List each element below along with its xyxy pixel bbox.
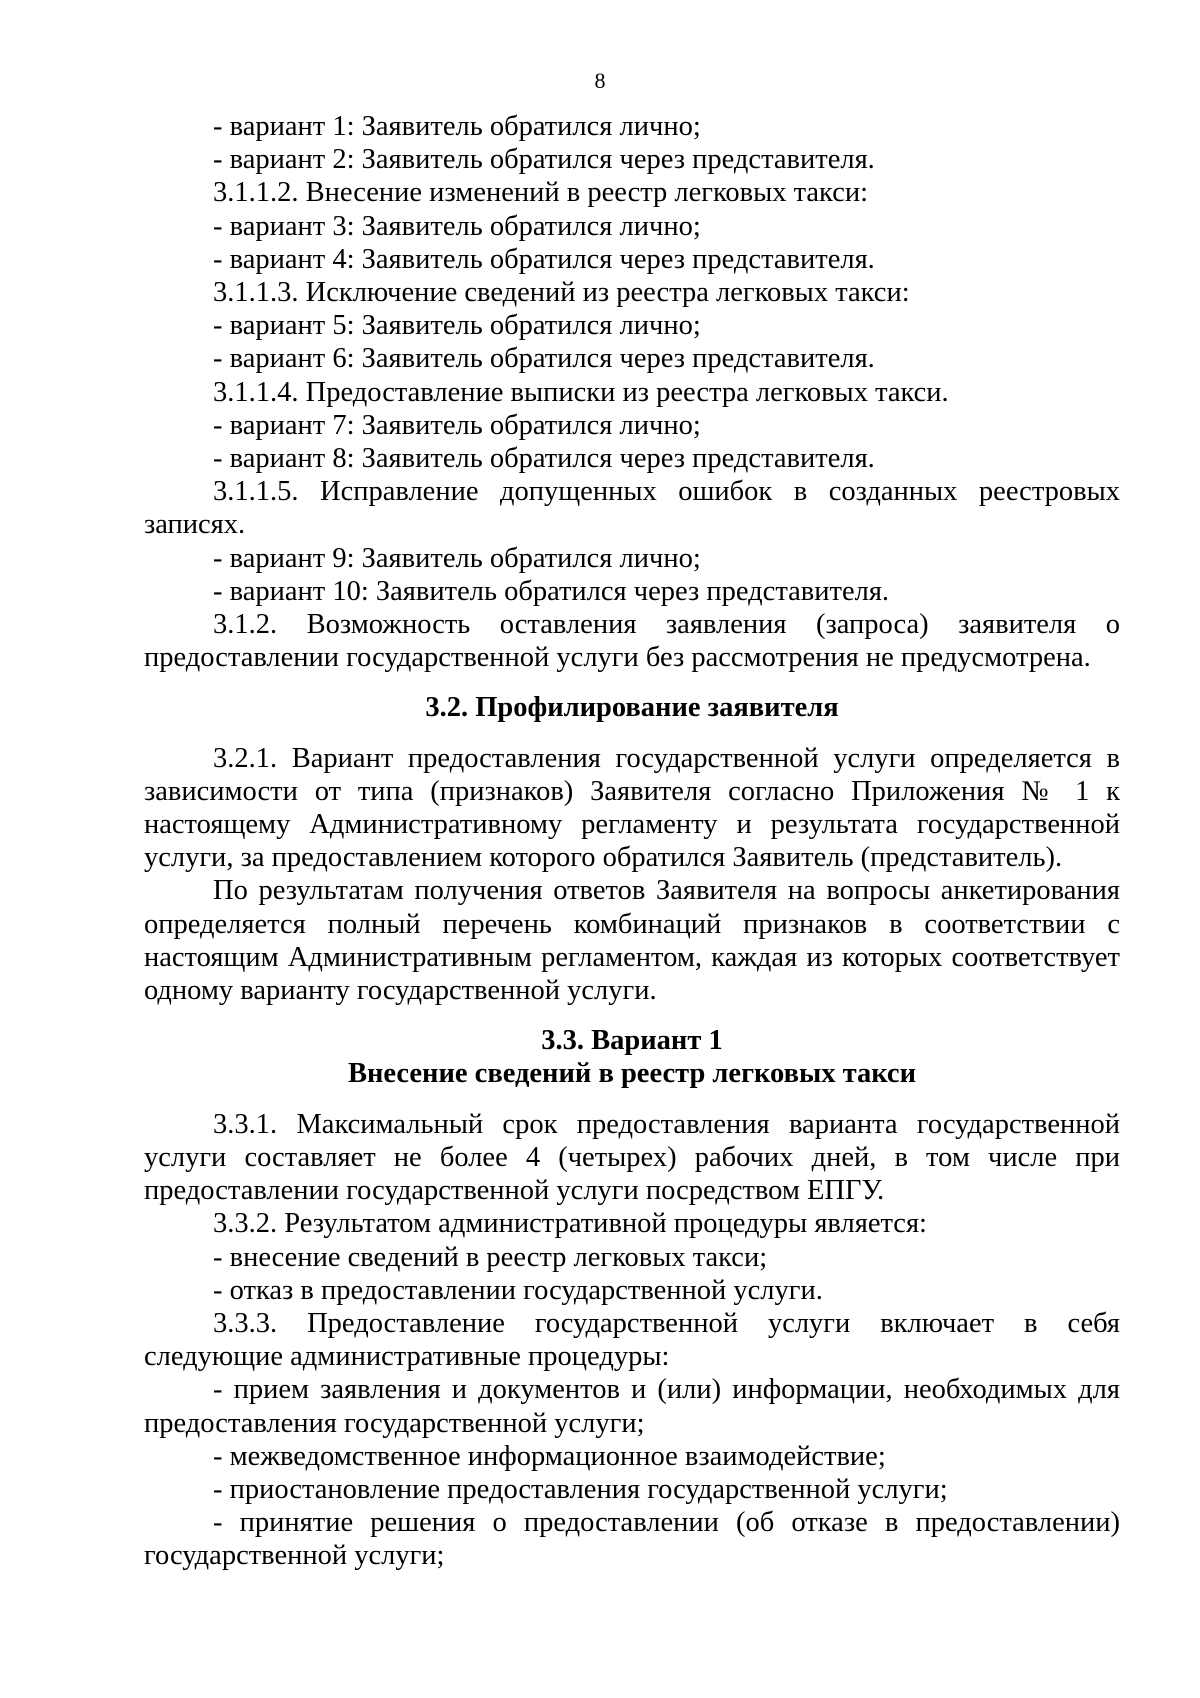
- paragraph: 3.1.1.5. Исправление допущенных ошибок в созданных реестровых записях.: [144, 476, 1120, 541]
- paragraph: - вариант 7: Заявитель обратился лично;: [213, 409, 701, 441]
- paragraph: - вариант 1: Заявитель обратился лично;: [213, 111, 701, 142]
- document-body: [144, 110, 1120, 1573]
- paragraph: 3.1.1.2. Внесение изменений в реестр легковых такси:: [213, 177, 869, 209]
- paragraph: - приостановление предоставления государственной услуги;: [213, 1473, 948, 1505]
- paragraph: - внесение сведений в реестр легковых такси;: [213, 1241, 768, 1273]
- paragraph: - вариант 6: Заявитель обратился через представителя.: [213, 343, 875, 375]
- paragraph: 3.3.3. Предоставление государственной услуги включает в себя следующие административные процедуры:: [144, 1307, 1120, 1373]
- section-heading: 3.2. Профилирование заявителя: [425, 692, 839, 724]
- paragraph: 3.1.2. Возможность оставления заявления (запроса) заявителя о предоставлении государственной услуги без рассмотрения не предусмотрена.: [144, 609, 1120, 674]
- paragraph: - вариант 9: Заявитель обратился лично;: [213, 542, 701, 574]
- section-subheading: Внесение сведений в реестр легковых такси: [347, 1058, 916, 1090]
- paragraph: - вариант 10: Заявитель обратился через представителя.: [213, 575, 890, 607]
- paragraph: - вариант 4: Заявитель обратился через представителя.: [213, 243, 875, 275]
- page-number: 8: [594, 68, 606, 93]
- paragraph: 3.2.1. Вариант предоставления государственной услуги определяется в зависимости от типа (признаков) Заявителя согласно Приложения № 1 к настоящему Административному регламенту и результата государственной услуги, за предоставлением которого обратился Заявитель (представитель).: [144, 742, 1120, 874]
- paragraph: 3.3.2. Результатом административной процедуры является:: [213, 1208, 927, 1240]
- paragraph: - отказ в предоставлении государственной услуги.: [213, 1274, 823, 1306]
- paragraph: - вариант 2: Заявитель обратился через представителя.: [213, 144, 875, 176]
- paragraph: - прием заявления и документов и (или) информации, необходимых для предоставления государственной услуги;: [144, 1374, 1120, 1439]
- paragraph: - вариант 8: Заявитель обратился через представителя.: [213, 443, 875, 475]
- paragraph: - принятие решения о предоставлении (об отказе в предоставлении) государственной услуги;: [144, 1507, 1120, 1572]
- paragraph: - вариант 5: Заявитель обратился лично;: [213, 310, 701, 342]
- paragraph: - вариант 3: Заявитель обратился лично;: [213, 210, 701, 242]
- paragraph: 3.1.1.3. Исключение сведений из реестра легковых такси:: [213, 277, 910, 309]
- paragraph: 3.3.1. Максимальный срок предоставления варианта государственной услуги составляет не более 4 (четырех) рабочих дней, в том числе при предоставлении государственной услуги посредством ЕПГУ.: [144, 1108, 1120, 1207]
- paragraph: 3.1.1.4. Предоставление выписки из реестра легковых такси.: [213, 376, 949, 408]
- paragraph: - межведомственное информационное взаимодействие;: [213, 1440, 886, 1472]
- section-heading: 3.3. Вариант 1: [541, 1025, 723, 1057]
- paragraph: По результатам получения ответов Заявителя на вопросы анкетирования определяется полный перечень комбинаций признаков в соответствии с настоящим Административным регламентом, каждая из которых соответствует одному варианту государственной услуги.: [144, 875, 1120, 1007]
